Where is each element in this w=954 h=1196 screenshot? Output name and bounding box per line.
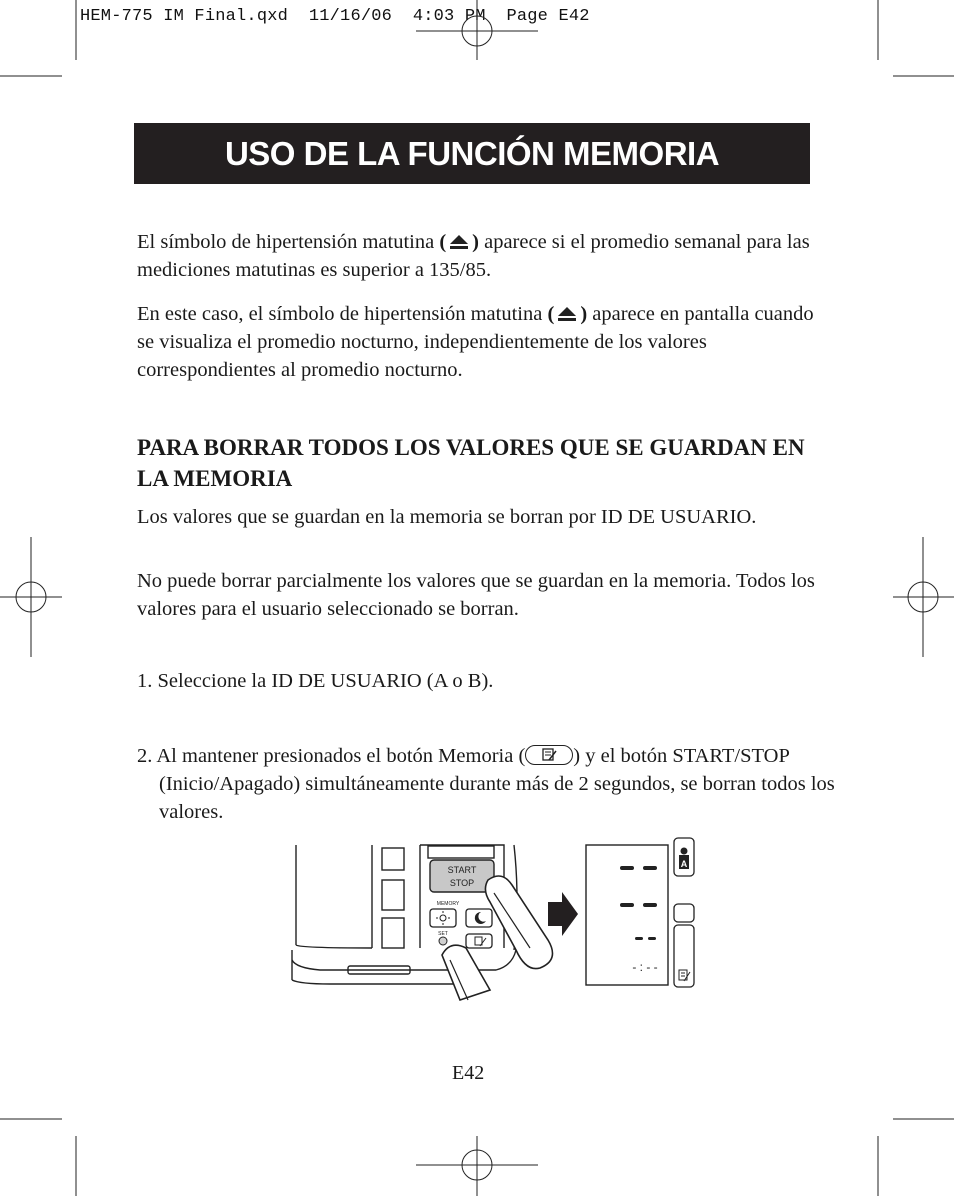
step-1: 1. Seleccione la ID DE USUARIO (A o B). (137, 670, 494, 692)
set-label: SET (438, 931, 448, 937)
paragraph-delete-by-user: Los valores que se guardan en la memoria se borran por ID DE USUARIO. (137, 506, 757, 528)
evening-button (466, 909, 492, 927)
step-2: 2. Al mantener presionados el botón Memoria ( ) y el botón START/STOP (Inicio/Apagado) simultáneamente durante más de 2 segundos, se borran todos los valores. (137, 745, 835, 823)
memory-button (466, 934, 492, 948)
page-number: E42 (452, 1062, 485, 1084)
finger-memory (442, 945, 490, 1000)
right-arrow-icon (548, 892, 578, 936)
memory-indicator (674, 925, 694, 987)
memory-label: MEMORY (436, 901, 460, 907)
start-label: START (447, 865, 477, 875)
finger-start-stop (485, 876, 552, 969)
memory-icon (475, 937, 486, 946)
print-slug: HEM-775 IM Final.qxd 11/16/06 4:03 PM Page E42 (80, 7, 590, 26)
display-time: - : - - (632, 960, 658, 974)
indicator-box (674, 904, 694, 922)
paragraph-no-partial-delete: No puede borrar parcialmente los valores que se guardan en la memoria. Todos los valores para el usuario seleccionado se borran. (137, 570, 815, 620)
stop-label: STOP (449, 878, 475, 888)
paragraph-night-average: En este caso, el símbolo de hipertensión matutina ( ) aparece en pantalla cuando se visualiza el promedio nocturno, independientemente de los valores correspondientes al promedio nocturno. (137, 303, 814, 381)
memory-icon (679, 970, 690, 981)
sun-icon (440, 915, 446, 921)
section-title: USO DE LA FUNCIÓN MEMORIA (224, 134, 720, 172)
user-icon (681, 848, 688, 855)
moon-icon (475, 912, 486, 924)
section-heading: PARA BORRAR TODOS LOS VALORES QUE SE GUARDAN EN LA MEMORIA (137, 435, 805, 491)
user-letter: A (680, 859, 688, 869)
set-button (439, 937, 447, 945)
paragraph-morning-hypertension: El símbolo de hipertensión matutina ( ) aparece si el promedio semanal para las mediciones matutinas es superior a 135/85. (137, 231, 810, 281)
display-dashes (620, 866, 657, 940)
